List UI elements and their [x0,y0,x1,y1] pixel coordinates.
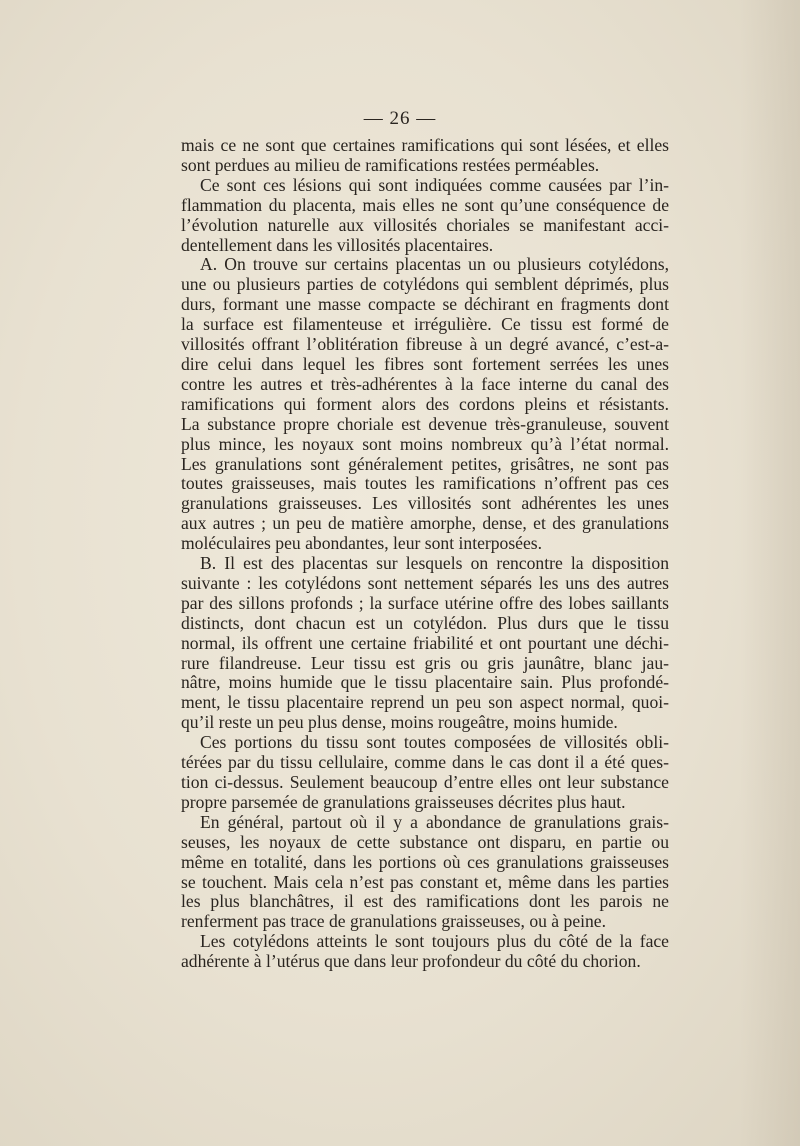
text-line: dentellement dans les villosités placentaires. [181,234,494,255]
text-line: En général, partout où il y a abondance de granulations grais- [200,811,669,832]
text-line: rure filandreuse. Leur tissu est gris ou gris jaunâtre, blanc jau- [181,652,669,673]
text-line: durs, formant une masse compacte se déchirant en fragments dont [181,294,669,315]
text-line: suivante : les cotylédons sont nettement séparés les uns des autres [181,572,669,593]
page-edge-shading [740,0,800,1146]
text-line: A. On trouve sur certains placentas un ou plusieurs cotylédons, [200,254,669,275]
text-line: par des sillons profonds ; la surface utérine offre des lobes saillants [181,592,669,613]
text-line: normal, ils offrent une certaine friabilité et ont pourtant une déchi- [181,632,669,653]
text-line: térées par du tissu cellulaire, comme dans le cas dont il a été ques- [181,752,669,773]
text-line: granulations graisseuses. Les villosités sont adhérentes les unes [181,493,669,514]
text-line: renferment pas trace de granulations graisseuses, ou à peine. [181,911,607,932]
text-line: les plus blanchâtres, il est des ramifications dont les parois ne [181,891,669,912]
text-line: Ces portions du tissu sont toutes composées de villosités obli- [200,732,669,753]
text-line: nâtre, moins humide que le tissu placentaire sain. Plus profondé- [181,672,669,693]
text-line: dire celui dans lequel les fibres sont fortement serrées les unes [181,353,669,374]
text-line: contre les autres et très-adhérentes à la face interne du canal des [181,373,669,394]
text-line: sont perdues au milieu de ramifications restées perméables. [181,154,600,175]
text-line: même en totalité, dans les portions où ces granulations graisseuses [181,851,669,872]
text-line: aux autres ; un peu de matière amorphe, dense, et des granulations [181,513,669,534]
text-line: mais ce ne sont que certaines ramifications qui sont lésées, et elles [181,135,669,155]
text-line: moléculaires peu abondantes, leur sont interposées. [181,533,543,554]
text-line: qu’il reste un peu plus dense, moins rougeâtre, moins humide. [181,712,618,733]
text-line: toutes graisseuses, mais toutes les ramifications n’offrent pas ces [181,473,669,494]
text-line: plus mince, les noyaux sont moins nombreux qu’à l’état normal. [181,433,669,454]
text-line: propre parsemée de granulations graisseuses décrites plus haut. [181,791,626,812]
page-number: — 26 — [363,108,437,129]
body-text [181,136,669,972]
text-line: se touchent. Mais cela n’est pas constant et, même dans les parties [181,871,669,892]
text-line: Les cotylédons atteints le sont toujours plus du côté de la face [200,931,669,952]
text-line: Ce sont ces lésions qui sont indiquées comme causées par l’in- [200,174,669,195]
text-line: distincts, dont chacun est un cotylédon. Plus durs que le tissu [181,612,669,633]
text-line: B. Il est des placentas sur lesquels on rencontre la disposition [200,553,669,574]
text-line: une ou plusieurs parties de cotylédons qui semblent déprimés, plus [181,274,669,295]
text-line: flammation du placenta, mais elles ne sont qu’une conséquence de [181,194,669,215]
text-line: ment, le tissu placentaire reprend un peu son aspect normal, quoi- [181,692,669,713]
text-line: la surface est filamenteuse et irrégulière. Ce tissu est formé de [181,314,669,335]
text-line: La substance propre choriale est devenue très-granuleuse, souvent [181,413,669,434]
text-line: ramifications qui forment alors des cordons pleins et résistants. [181,393,669,414]
text-line: Les granulations sont généralement petites, grisâtres, ne sont pas [181,453,669,474]
text-line: seuses, les noyaux de cette substance ont disparu, en partie ou [181,831,669,852]
text-line: villosités offrant l’oblitération fibreuse à un degré avancé, c’est-a- [181,334,669,355]
text-line: adhérente à l’utérus que dans leur profondeur du côté du chorion. [181,951,641,972]
text-line: l’évolution naturelle aux villosités choriales se manifestant acci- [181,214,669,235]
text-line: tion ci-dessus. Seulement beaucoup d’entre elles ont leur substance [181,772,669,792]
